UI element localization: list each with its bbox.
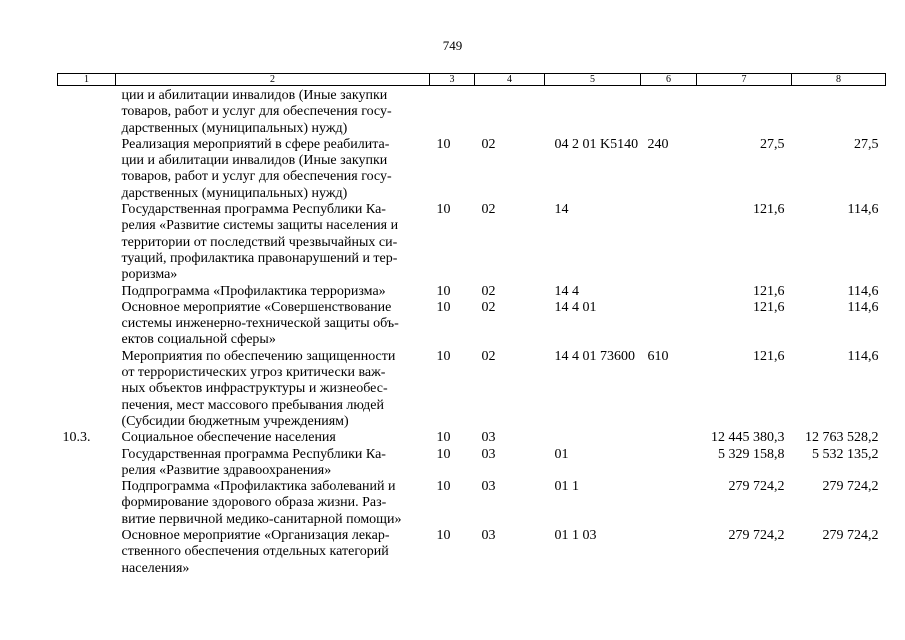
section-code-cell: 10 (436, 283, 451, 299)
column-header: 4 (475, 74, 545, 86)
target-article-cell (545, 430, 641, 446)
amount-year1-cell: 279 724,2 (728, 528, 785, 544)
item-name-line: релия «Развитие системы защиты населения и (121, 218, 399, 234)
section-code-cell: 10 (436, 430, 451, 446)
table-row (58, 300, 886, 349)
item-name-line: Подпрограмма «Профилактика заболеваний и (121, 479, 396, 495)
item-name-line: Реализация мероприятий в сфере реабилита- (121, 136, 390, 152)
target-article-cell: 01 (554, 446, 569, 462)
item-name-line: релия «Развитие здравоохранения» (121, 462, 332, 478)
table-row (58, 447, 886, 480)
amount-year2-cell: 279 724,2 (822, 528, 879, 544)
item-name-cell (116, 202, 430, 283)
item-name-line: населения» (121, 560, 190, 576)
expense-type-cell (641, 528, 697, 577)
amount-year1-cell: 27,5 (760, 136, 785, 152)
item-name-line: роризма» (121, 267, 178, 283)
expense-type-cell (641, 86, 697, 137)
item-name-line: ных объектов инфраструктуры и жизнеобес- (121, 381, 388, 397)
item-name-line: товаров, работ и услуг для обеспечения госу- (121, 169, 392, 185)
item-name-cell (116, 430, 430, 446)
item-name-line: дарственных (муниципальных) нужд) (121, 185, 348, 201)
item-name-line: Социальное обеспечение населения (121, 430, 336, 446)
item-name-cell (116, 300, 430, 349)
target-article-cell: 14 (554, 202, 569, 218)
expense-type-cell (641, 300, 697, 349)
row-number-cell (58, 137, 116, 202)
item-name-line: туаций, профилактика правонарушений и тер- (121, 250, 398, 266)
expense-type-cell: 240 (647, 136, 669, 152)
item-name-line: Государственная программа Республики Ка- (121, 202, 386, 218)
expense-type-cell (641, 479, 697, 528)
subsection-code-cell: 02 (481, 283, 496, 299)
item-name-line: формирование здорового образа жизни. Раз- (121, 495, 387, 511)
item-name-cell (116, 528, 430, 577)
amount-year2-cell: 114,6 (847, 202, 879, 218)
item-name-line: ции и абилитации инвалидов (Иные закупки (121, 88, 388, 103)
target-article-cell (545, 86, 641, 137)
target-article-cell: 14 4 01 73600 (554, 348, 635, 364)
section-code-cell: 10 (436, 299, 451, 315)
expense-type-cell (641, 284, 697, 300)
column-header: 3 (430, 74, 475, 86)
column-header: 5 (545, 74, 641, 86)
amount-year1-cell: 121,6 (753, 299, 785, 315)
row-number-cell (58, 447, 116, 480)
amount-year2-cell: 12 763 528,2 (805, 430, 879, 446)
row-number-cell (58, 202, 116, 283)
item-name-line: ции и абилитации инвалидов (Иные закупки (121, 153, 388, 169)
item-name-cell (116, 349, 430, 430)
expense-type-cell (641, 447, 697, 480)
item-name-line: системы инженерно-технической защиты объ- (121, 316, 399, 332)
section-code-cell: 10 (436, 479, 451, 495)
row-number-cell (58, 479, 116, 528)
item-name-line: Подпрограмма «Профилактика терроризма» (121, 283, 386, 299)
row-number-cell (58, 349, 116, 430)
item-name-line: ственного обеспечения отдельных категорий (121, 544, 389, 560)
item-name-line: (Субсидии бюджетным учреждениям) (121, 413, 349, 429)
amount-year1-cell (697, 86, 792, 137)
item-name-cell (116, 447, 430, 480)
amount-year1-cell: 12 445 380,3 (711, 430, 785, 446)
subsection-code-cell: 02 (481, 202, 496, 218)
section-code-cell: 10 (436, 202, 451, 218)
amount-year2-cell: 114,6 (847, 348, 879, 364)
subsection-code-cell: 02 (481, 299, 496, 315)
row-number-cell (58, 528, 116, 577)
subsection-code-cell (475, 86, 545, 137)
item-name-line: витие первичной медико-санитарной помощи» (121, 511, 402, 527)
subsection-code-cell: 03 (481, 528, 496, 544)
row-number-cell (58, 284, 116, 300)
subsection-code-cell: 03 (481, 430, 496, 446)
target-article-cell: 01 1 03 (554, 528, 597, 544)
item-name-cell (116, 137, 430, 202)
table-row (58, 528, 886, 577)
item-name-line: товаров, работ и услуг для обеспечения госу- (121, 104, 392, 120)
table-row (58, 430, 886, 446)
item-name-line: территории от последствий чрезвычайных си- (121, 234, 398, 250)
amount-year1-cell: 121,6 (753, 202, 785, 218)
amount-year1-cell: 279 724,2 (728, 479, 785, 495)
column-header: 8 (792, 74, 886, 86)
item-name-cell (116, 284, 430, 300)
item-name-line: печения, мест массового пребывания людей (121, 397, 384, 413)
section-code-cell: 10 (436, 348, 451, 364)
subsection-code-cell: 03 (481, 479, 496, 495)
target-article-cell: 04 2 01 K5140 (554, 136, 639, 152)
subsection-code-cell: 02 (481, 136, 496, 152)
table-row (58, 86, 886, 137)
item-name-line: Государственная программа Республики Ка- (121, 446, 386, 462)
expense-type-cell: 610 (647, 348, 669, 364)
page-number: 749 (442, 38, 463, 53)
section-code-cell: 10 (436, 528, 451, 544)
subsection-code-cell: 03 (481, 446, 496, 462)
row-number-cell (58, 86, 116, 137)
table-row (58, 284, 886, 300)
amount-year2-cell: 5 532 135,2 (812, 446, 879, 462)
amount-year1-cell: 121,6 (753, 283, 785, 299)
column-header: 1 (58, 74, 116, 86)
column-number-header-row (58, 74, 886, 86)
target-article-cell: 14 4 01 (554, 299, 597, 315)
section-code-cell: 10 (436, 446, 451, 462)
amount-year2-cell: 114,6 (847, 283, 879, 299)
item-name-line: дарственных (муниципальных) нужд) (121, 120, 348, 136)
subsection-code-cell: 02 (481, 348, 496, 364)
target-article-cell: 14 4 (554, 283, 579, 299)
section-code-cell: 10 (436, 136, 451, 152)
column-header: 6 (641, 74, 697, 86)
row-number-cell: 10.3. (62, 430, 91, 446)
expense-type-cell (641, 430, 697, 446)
expense-type-cell (641, 202, 697, 283)
amount-year1-cell: 121,6 (753, 348, 785, 364)
item-name-cell (116, 86, 430, 137)
item-name-line: Основное мероприятие «Организация лекар- (121, 528, 390, 544)
column-header: 7 (697, 74, 792, 86)
target-article-cell: 01 1 (554, 479, 579, 495)
table-row (58, 137, 886, 202)
row-number-cell (58, 300, 116, 349)
table-row (58, 202, 886, 283)
table-row (58, 479, 886, 528)
item-name-cell (116, 479, 430, 528)
item-name-line: от террористических угроз критически важ- (121, 365, 386, 381)
item-name-line: ектов социальной сферы» (121, 332, 276, 348)
amount-year2-cell: 279 724,2 (822, 479, 879, 495)
section-code-cell (430, 86, 475, 137)
amount-year2-cell (792, 86, 886, 137)
item-name-line: Мероприятия по обеспечению защищенности (121, 348, 396, 364)
table-body (58, 86, 886, 577)
budget-table (57, 73, 886, 577)
item-name-line: Основное мероприятие «Совершенствование (121, 299, 392, 315)
amount-year2-cell: 27,5 (854, 136, 879, 152)
amount-year2-cell: 114,6 (847, 299, 879, 315)
table-row (58, 349, 886, 430)
column-header: 2 (116, 74, 430, 86)
amount-year1-cell: 5 329 158,8 (718, 446, 785, 462)
